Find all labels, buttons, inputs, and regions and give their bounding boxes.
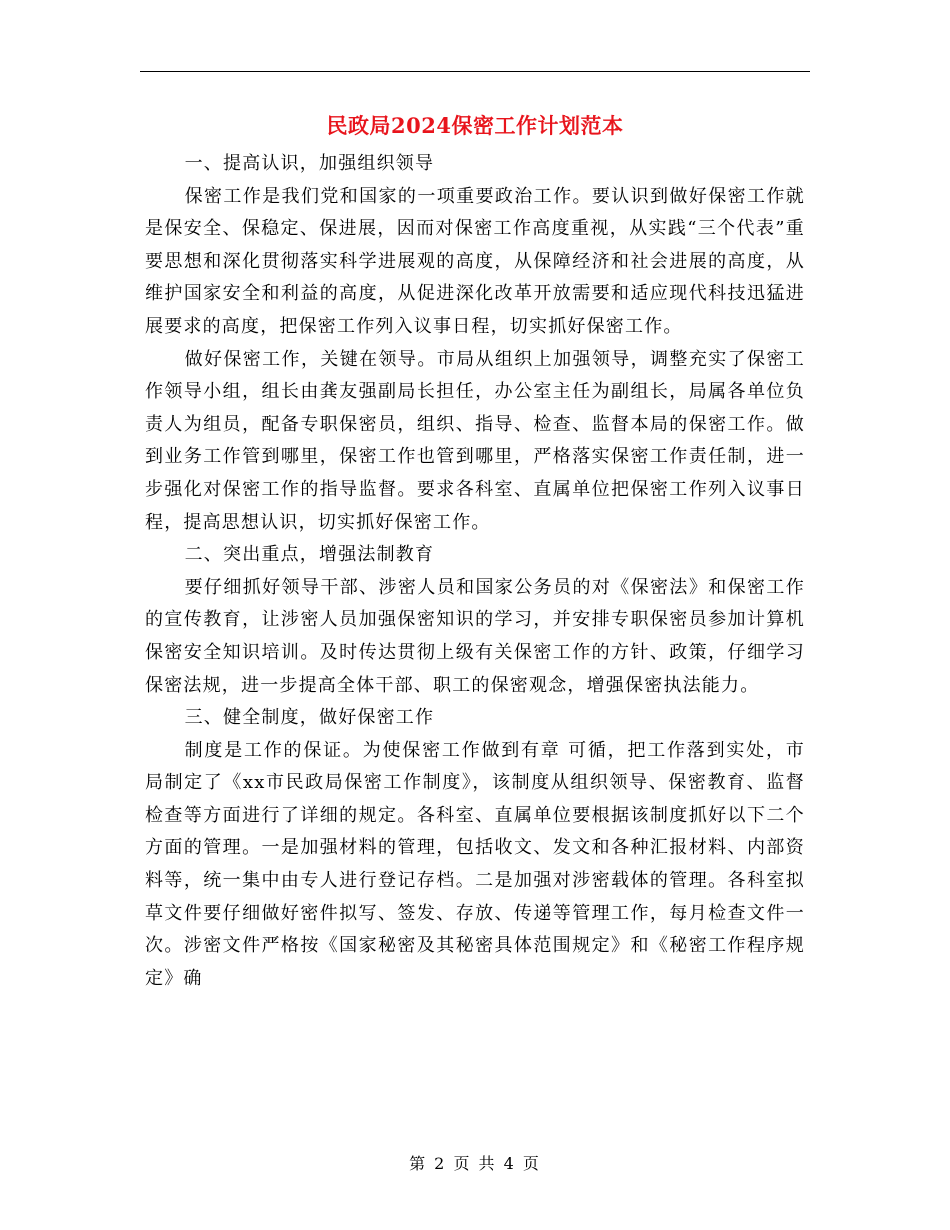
paragraph: 做好保密工作，关键在领导。市局从组织上加强领导，调整充实了保密工作领导小组，组长由龚友强副局长担任，办公室主任为副组长，局属各单位负责人为组员，配备专职保密员，组织、指导、检查、监督本局的保密工作。做到业务工作管到哪里，保密工作也管到哪里，严格落实保密工作责任制，进一步强化对保密工作的指导监督。要求各科室、直属单位把保密工作列入议事日程，提高思想认识，切实抓好保密工作。 — [145, 348, 805, 533]
section-heading-2: 二、突出重点，增强法制教育 — [184, 544, 435, 566]
header-rule — [140, 71, 810, 72]
paragraph: 保密工作是我们党和国家的一项重要政治工作。要认识到做好保密工作就是保安全、保稳定、保进展，因而对保密工作高度重视，从实践“三个代表”重要思想和深化贯彻落实科学进展观的高度，从保障经济和社会进展的高度，从维护国家安全和利益的高度，从促进深化改革开放需要和适应现代科技迅猛进展要求的高度，把保密工作列入议事日程，切实抓好保密工作。 — [145, 185, 805, 337]
paragraph: 要仔细抓好领导干部、涉密人员和国家公务员的对《保密法》和保密工作的宣传教育，让涉密人员加强保密知识的学习，并安排专职保密员参加计算机保密安全知识培训。及时传达贯彻上级有关保密工作的方针、政策，仔细学习保密法规，进一步提高全体干部、职工的保密观念，增强保密执法能力。 — [145, 576, 805, 696]
page-number: 第 2 页 共 4 页 — [409, 1154, 541, 1173]
document-body — [145, 148, 805, 995]
document-title: 民政局2024保密工作计划范本 — [326, 113, 624, 138]
section-heading-1: 一、提高认识，加强组织领导 — [184, 153, 435, 174]
paragraph: 制度是工作的保证。为使保密工作做到有章 可循，把工作落到实处，市局制定了《xx市民政局保密工作制度》，该制度从组织领导、保密教育、监督检查等方面进行了详细的规定。各科室、直属单位要根据该制度抓好以下二个方面的管理。一是加强材料的管理，包括收文、发文和各种汇报材料、内部资料等，统一集中由专人进行登记存档。二是加强对涉密载体的管理。各科室拟草文件要仔细做好密件拟写、签发、存放、传递等管理工作，每月检查文件一次。涉密文件严格按《国家秘密及其秘密具体范围规定》和《秘密工作程序规定》确 — [145, 739, 805, 989]
section-heading-3: 三、健全制度，做好保密工作 — [184, 707, 435, 729]
